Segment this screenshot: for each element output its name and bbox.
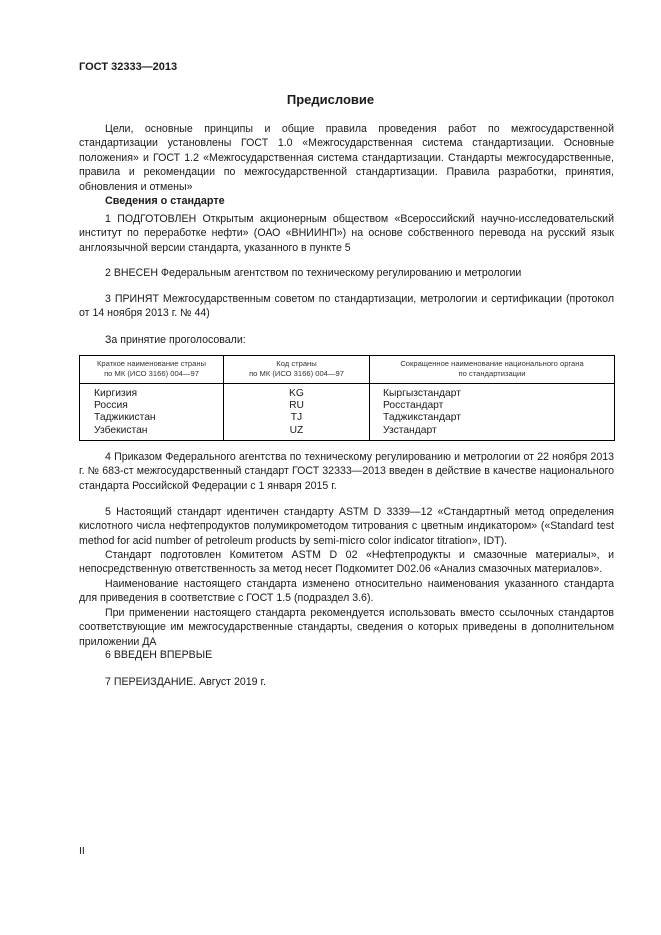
item-7-paragraph: 7 ПЕРЕИЗДАНИЕ. Август 2019 г. xyxy=(105,676,266,688)
item-4-paragraph: 4 Приказом Федерального агентства по техническому регулированию и метрологии от 22 ноября 2013 г. № 683-ст межгосударственный стандарт ГОСТ 32333—2013 введен в действие в качестве национального стандарта Российской Федерации с 1 января 2015 г. xyxy=(79,451,614,492)
item-3-paragraph: 3 ПРИНЯТ Межгосударственным советом по стандартизации, метрологии и сертификации (протокол от 14 ноября 2013 г. № 44) xyxy=(79,293,614,320)
section-heading: Сведения о стандарте xyxy=(105,195,225,207)
item-1-paragraph: 1 ПОДГОТОВЛЕН Открытым акционерным обществом «Всероссийский научно-исследовательский институт по переработке нефти» (ОАО «ВНИИНП») на основе собственного перевода на русский язык англоязычной версии стандарта, указанного в пункте 5 xyxy=(79,213,614,254)
document-code-header: ГОСТ 32333—2013 xyxy=(79,61,178,73)
page-title: Предисловие xyxy=(286,92,375,107)
table-cell: RU xyxy=(224,400,370,412)
item-5-paragraph: 5 Настоящий стандарт идентичен стандарту ASTM D 3339—12 «Стандартный метод определения кислотного числа нефтепродуктов полумикрометодом титрования с цветным индикатором» («Standard test method for acid number of petroleum products by semi-micro color indicator titration», IDT). xyxy=(79,506,614,547)
table-row xyxy=(80,412,615,424)
table-cell: Кыргызстандарт xyxy=(370,384,615,401)
item-2-paragraph: 2 ВНЕСЕН Федеральным агентством по техническому регулированию и метрологии xyxy=(105,267,522,279)
table-cell: Киргизия xyxy=(80,384,224,401)
item-5-reference-paragraph: При применении настоящего стандарта рекомендуется использовать вместо ссылочных стандартов соответствующие им межгосударственные стандарты, сведения о которых приведены в дополнительном приложении ДА xyxy=(79,607,614,648)
item-5-name-change-paragraph: Наименование настоящего стандарта изменено относительно наименования указанного стандарта для приведения в соответствие с ГОСТ 1.5 (подраздел 3.6). xyxy=(79,578,614,605)
table-header-body: Сокращенное наименование национального органа по стандартизации xyxy=(370,356,615,384)
table-cell: KG xyxy=(224,384,370,401)
vote-caption: За принятие проголосовали: xyxy=(105,334,246,346)
table-header-code: Код страны по МК (ИСО 3166) 004—97 xyxy=(224,356,370,384)
table-cell: Россия xyxy=(80,400,224,412)
table-row xyxy=(80,425,615,441)
table-cell: Таджикистан xyxy=(80,412,224,424)
table-cell: TJ xyxy=(224,412,370,424)
table-cell: Таджикстандарт xyxy=(370,412,615,424)
table-cell: Узстандарт xyxy=(370,425,615,441)
table-cell: UZ xyxy=(224,425,370,441)
table-row xyxy=(80,400,615,412)
intro-paragraph: Цели, основные принципы и общие правила проведения работ по межгосударственной стандартизации установлены ГОСТ 1.0 «Межгосударственная система стандартизации. Основные положения» и ГОСТ 1.2 «Межгосударственная система стандартизации. Стандарты межгосударственные, правила и рекомендации по межгосударственной стандартизации. Правила разработки, принятия, обновления и отмены» xyxy=(79,123,614,193)
table-cell: Узбекистан xyxy=(80,425,224,441)
item-6-paragraph: 6 ВВЕДЕН ВПЕРВЫЕ xyxy=(105,649,213,661)
table-cell: Росстандарт xyxy=(370,400,615,412)
page-number: II xyxy=(79,845,85,857)
voting-countries-table xyxy=(79,355,615,441)
table-row xyxy=(80,384,615,401)
table-header-country: Краткое наименование страны по МК (ИСО 3166) 004—97 xyxy=(80,356,224,384)
item-5-committee-paragraph: Стандарт подготовлен Комитетом ASTM D 02 «Нефтепродукты и смазочные материалы», и непосредственную ответственность за метод несет Подкомитет D02.06 «Анализ смазочных материалов». xyxy=(79,549,614,576)
